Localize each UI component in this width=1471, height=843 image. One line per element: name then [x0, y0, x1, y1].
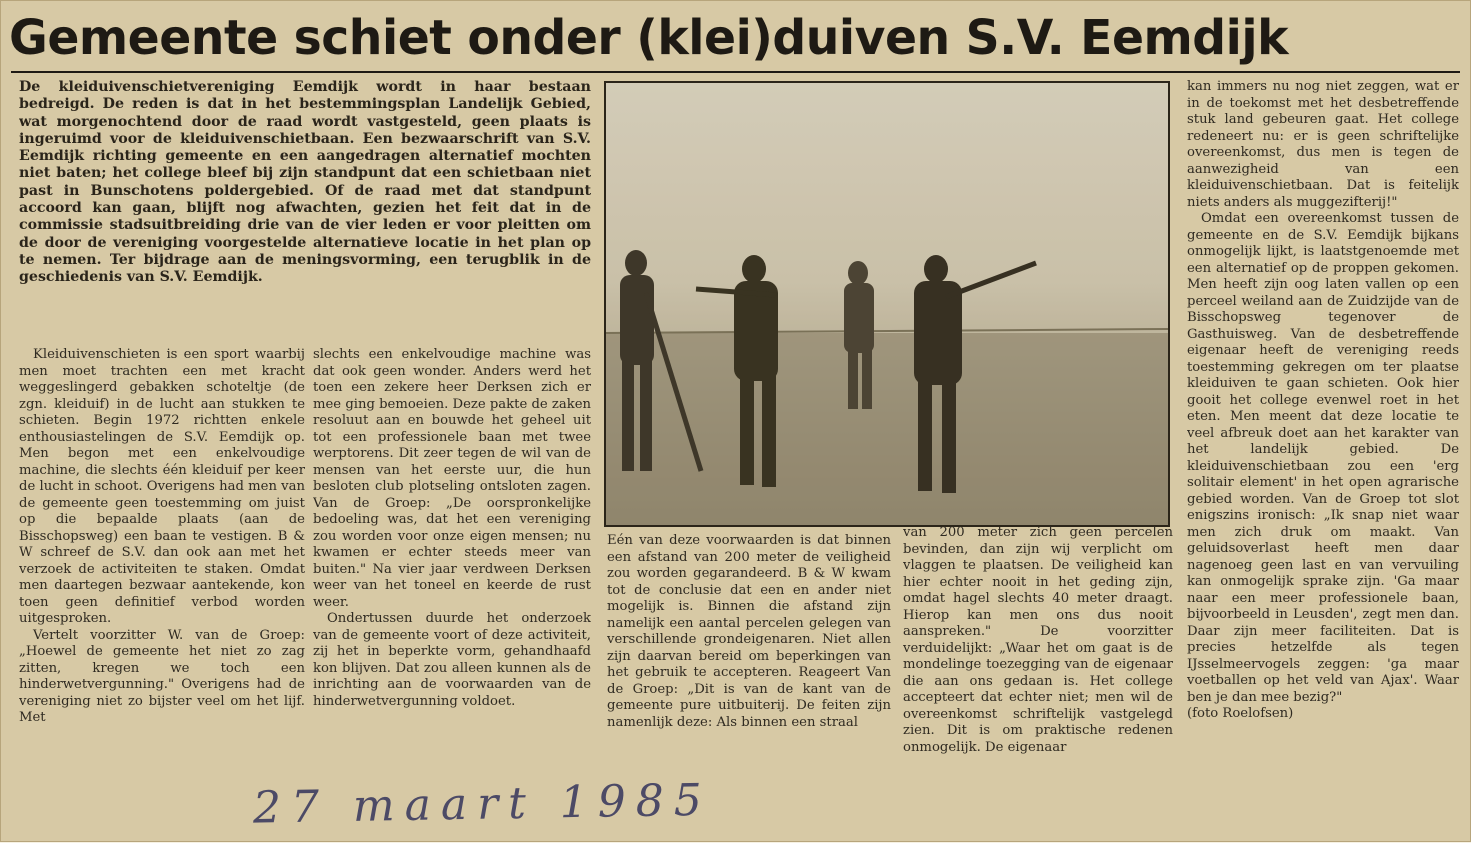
photo-image — [606, 83, 1168, 525]
col3-paragraph: Eén van deze voorwaarden is dat binnen een afstand van 200 meter de veiligheid zou worden gegarandeerd. B & W kwam tot de conclusie dat een en ander niet mogelijk is. Binnen die afstand zijn namelijk een aantal percelen gelegen van verschillende grondeigenaren. Niet allen zijn daarvan bereid om beperkingen van het gebruik te accepteren. Reageert Van de Groep: „Dit is van de kant van de gemeente pure uitbuiterij. De feiten zijn namenlijk deze: Als binnen een straal — [607, 533, 891, 730]
headline-rule — [11, 71, 1460, 73]
column-5 — [1187, 79, 1459, 769]
handwritten-date: 27 maart 1985 — [252, 774, 713, 834]
col5-paragraph: Omdat een overeenkomst tussen de gemeente en de S.V. Eemdijk bijkans onmogelijk lijkt, is laatstgenoemde met een alternatief op de proppen gekomen. Men heeft zijn oog laten vallen op een perceel weiland aan de Zuidzijde van de Bisschopsweg tegenover de Gasthuisweg. Van de desbetreffende eigenaar heeft de vereniging reeds toestemming gekregen om ter plaatse kleiduiven te gaan schieten. Ook hier gooit het college evenwel roet in het eten. Men meent dat deze locatie te veel afbreuk doet aan het karakter van het landelijk gebied. De kleiduivenschietbaan zou een 'erg solitair element' in het open agrarische gebied worden. Van de Groep tot slot enigszins ironisch: „Ik snap niet waar men zich druk om maakt. Van geluidsoverlast heeft men daar nagenoeg geen last en van vervuiling kan onmogelijk sprake zijn. 'Ga maar naar een meer professionele baan, bijvoorbeeld in Leusden', zegt men dan. Daar zijn meer faciliteiten. Dat is precies hetzelfde als tegen IJsselmeervogels zeggen: 'ga maar voetballen op het veld van Ajax'. Waar ben je dan mee bezig?" — [1187, 211, 1459, 705]
photo-credit: (foto Roelofsen) — [1187, 706, 1294, 721]
column-4 — [903, 525, 1173, 769]
headline: Gemeente schiet onder (klei)duiven S.V. Eemdijk — [9, 10, 1289, 66]
col5-paragraph: kan immers nu nog niet zeggen, wat er in de toekomst met het desbetreffende stuk land gebeuren gaat. Het college redeneert nu: er is geen schriftelijke overeenkomst, dus men is tegen de aanwezigheid van een kleiduivenschietbaan. Dat is feitelijk niets anders als muggezifterij!" — [1187, 79, 1459, 210]
col2-paragraph: slechts een enkelvoudige machine was dat ook geen wonder. Anders werd het toen een zekere heer Derksen zich er mee ging bemoeien. Deze pakte de zaken resoluut aan en bouwde het geheel uit tot een professionele baan met twee werptorens. Dit zeer tegen de wil van de mensen van het eerste uur, die hun besloten club plotseling ontsloten zagen. Van de Groep: „De oorspronkelijke bedoeling was, dat het een vereniging zou worden voor onze eigen mensen; nu kwamen er echter steeds meer van buiten." Na vier jaar verdween Derksen weer van het toneel en keerde de rust weer. — [313, 347, 591, 610]
col1-paragraph: Vertelt voorzitter W. van de Groep: „Hoewel de gemeente het niet zo zag zitten, kregen we toch een hinderwetvergunning." Overigens had de vereniging niet zo bijster veel om het lijf. Met — [19, 627, 305, 725]
col4-paragraph: van 200 meter zich geen percelen bevinden, dan zijn wij verplicht om vlaggen te plaatsen. De veiligheid kan hier echter nooit in het geding zijn, omdat hagel slechts 40 meter draagt. Hierop kan men ons dus nooit aanspreken." De voorzitter verduidelijkt: „Waar het om gaat is de mondelinge toezegging van de eigenaar die aan ons gedaan is. Het college accepteert dat echter niet; men wil de overeenkomst schriftelijk vastgelegd zien. Dit is om praktische redenen onmogelijk. De eigenaar — [903, 525, 1173, 755]
col1-paragraph: Kleiduivenschieten is een sport waarbij men moet trachten een met kracht weggeslingerd gebakken schoteltje (de zgn. kleiduif) in de lucht aan stukken te schieten. Begin 1972 richtten enkele enthousiastelingen de S.V. Eemdijk op. Men begon met een enkelvoudige machine, die slechts één kleiduif per keer de lucht in schoot. Overigens had men van de gemeente geen toestemming om juist op die bepaalde plaats (aan de Bisschopsweg) een baan te vestigen. B & W schreef de S.V. dan ook aan met het verzoek de activiteiten te staken. Omdat men daartegen bezwaar aantekende, kon toen geen definitief verbod worden uitgesproken. — [19, 347, 305, 626]
col2-paragraph: Ondertussen duurde het onderzoek van de gemeente voort of deze activiteit, zij het in beperkte vorm, gehandhaafd kon blijven. Dat zou alleen kunnen als de inrichting aan de voorwaarden van de hinderwetvergunning voldoet. — [313, 611, 591, 709]
column-3 — [607, 533, 891, 769]
lead-paragraph: De kleiduivenschietvereniging Eemdijk wordt in haar bestaan bedreigd. De reden is dat in het bestemmingsplan Landelijk Gebied, wat morgenochtend door de raad wordt vastgesteld, geen plaats is ingeruimd voor de kleiduivenschietbaan. Een bezwaarschrift van S.V. Eemdijk richting gemeente en een aangedragen alternatief mochten niet baten; het college bleef bij zijn standpunt dat een schietbaan niet past in Bunschotens poldergebied. Of de raad met dat standpunt accoord kan gaan, blijft nog afwachten, gezien het feit dat in de commissie stadsuitbreiding drie van de vier leden er voor pleitten om de door de vereniging voorgestelde alternatieve locatie in het plan op te nemen. Ter bijdrage aan de meningsvorming, een terugblik in de geschiedenis van S.V. Eemdijk. — [19, 79, 591, 286]
shooters-photo — [604, 81, 1170, 527]
column-2 — [313, 347, 591, 769]
column-1 — [19, 347, 305, 769]
